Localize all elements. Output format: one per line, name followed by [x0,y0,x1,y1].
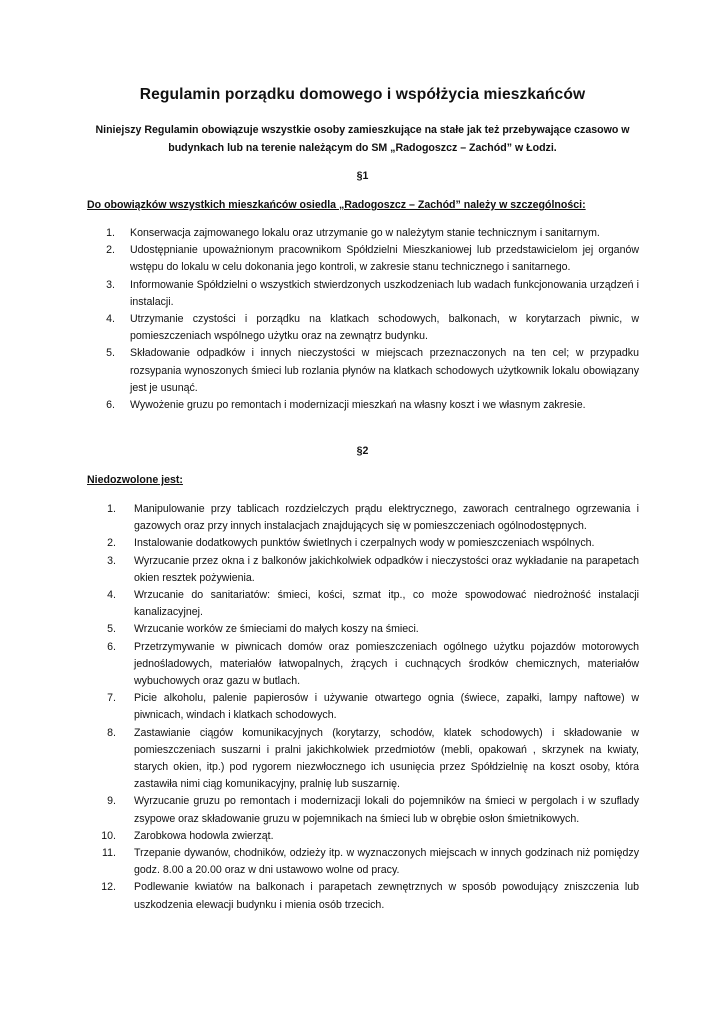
list-item-text: Konserwacja zajmowanego lokalu oraz utrzymanie go w należytym stanie technicznym i sanitarnym. [130,227,600,239]
list-item [107,501,639,535]
list-item-number: 6. [107,640,116,653]
list-item-number: 3. [107,554,116,567]
list-item-text: Zastawianie ciągów komunikacyjnych (korytarzy, schodów, klatek schodowych) i składowanie w pomieszczeniach suszarni i pralni jakichkolwiek przedmiotów (mebli, opakowań , skrzynek na kwiaty, starych okien, itp.) pod rygorem niezwłocznego ich usunięcia przez Spółdzielnię na koszt osoby, która zastawiła nimi ciąg komunikacyjny, pralnię lub suszarnię. [134,726,639,791]
document-intro: Niniejszy Regulamin obowiązuje wszystkie osoby zamieszkujące na stałe jak też przebywające czasowo w budynkach lub na terenie należącym do SM „Radogoszcz – Zachód” w Łodzi. [95,124,630,154]
list-item-text: Wyrzucanie przez okna i z balkonów jakichkolwiek odpadków i nieczystości oraz wykładanie na parapetach okien resztek pożywienia. [134,554,639,584]
list-item-number: 2. [106,244,115,257]
section-2-heading: Niedozwolone jest: [87,474,183,486]
list-item-number: 2. [107,537,116,550]
list-item-number: 7. [107,692,116,705]
list-item-number: 12. [101,881,116,894]
section-1-heading: Do obowiązków wszystkich mieszkańców osiedla „Radogoszcz – Zachód” należy w szczególności: [87,199,586,211]
list-item [106,225,639,242]
list-item [107,690,639,724]
list-item [106,277,639,311]
list-item [107,639,639,691]
list-item-number: 8. [107,726,116,739]
list-item-text: Wrzucanie worków ze śmieciami do małych koszy na śmieci. [134,623,419,636]
list-item-number: 4. [106,313,115,326]
list-item-text: Podlewanie kwiatów na balkonach i parapetach zewnętrznych w sposób powodujący zniszczenia lub uszkodzenia elewacji budynku i mienia osób trzecich. [134,881,639,911]
list-item [107,587,639,621]
list-item-text: Informowanie Spółdzielni o wszystkich stwierdzonych uszkodzeniach lub wadach funkcjonowania urządzeń i instalacji. [130,278,639,308]
list-item-text: Wrzucanie do sanitariatów: śmieci, kości, szmat itp., co może spowodować niedrożność instalacji kanalizacyjnej. [134,589,639,619]
section-2-list [101,501,639,914]
list-item-number: 5. [106,347,115,360]
list-item-number: 4. [107,589,116,602]
list-item [107,621,639,638]
list-item-text: Trzepanie dywanów, chodników, odzieży itp. w wyznaczonych miejscach w innych godzinach niż pomiędzy godz. 8.00 a 20.00 oraz w dni ustawowo wolne od pracy. [134,847,639,877]
list-item [101,828,639,845]
list-item-text: Instalowanie dodatkowych punktów świetlnych i czerpalnych wody w pomieszczeniach wspólnych. [134,537,595,550]
list-item-number: 3. [106,278,115,291]
section-1-list [106,225,639,414]
list-item-number: 11. [102,847,116,860]
list-item-text: Utrzymanie czystości i porządku na klatkach schodowych, balkonach, w korytarzach piwnic, w pomieszczeniach wspólnego użytku oraz na zewnątrz budynku. [130,313,639,343]
list-item-text: Składowanie odpadków i innych nieczystości w miejscach przeznaczonych na ten cel; w przypadku rozsypania wynoszonych śmieci lub rozlania płynów na klatkach schodowych użytkownik lokalu obowiązany jest je usunąć. [130,347,639,394]
list-item-number: 5. [107,623,116,636]
list-item-text: Udostępnianie upoważnionym pracownikom Spółdzielni Mieszkaniowej lub przedstawicielom jej organów wstępu do lokalu w celu dokonania jego kontroli, w zakresie stanu technicznego i sanitarnego. [130,244,639,274]
list-item-number: 6. [106,399,115,412]
list-item [101,879,639,913]
list-item-number: 1. [107,503,116,515]
list-item-text: Wyrzucanie gruzu po remontach i modernizacji lokali do pojemników na śmieci w pergolach i w szuflady zsypowe oraz składowanie gruzu w pojemnikach na śmieci lub w obrębie osłon śmietnikowych. [134,795,639,825]
document-title: Regulamin porządku domowego i współżycia mieszkańców [139,86,586,103]
list-item [106,242,639,276]
list-item-text: Manipulowanie przy tablicach rozdzielczych prądu elektrycznego, zaworach centralnego ogrzewania i gazowych oraz przy innych instalacjach znajdujących się w pomieszczeniach ogólnodostępnych. [134,503,639,533]
list-item [102,845,639,879]
list-item [106,345,639,397]
section-1-mark: §1 [356,170,369,182]
list-item [106,397,639,414]
list-item-number: 1. [106,227,115,239]
list-item-text: Picie alkoholu, palenie papierosów i używanie otwartego ognia (świece, zapałki, lampy naftowe) w piwnicach, windach i klatkach schodowych. [134,692,639,722]
section-2-mark: §2 [356,445,369,457]
list-item [107,793,639,827]
list-item-text: Wywożenie gruzu po remontach i modernizacji mieszkań na własny koszt i we własnym zakresie. [130,399,586,412]
list-item-number: 10. [101,829,116,842]
list-item-number: 9. [107,795,116,808]
list-item [107,725,639,794]
list-item [107,553,639,587]
list-item [107,535,639,552]
list-item-text: Przetrzymywanie w piwnicach domów oraz pomieszczeniach ogólnego użytku pojazdów motorowych jednośladowych, materiałów łatwopalnych, żrących i cuchnących środków chemicznych, materiałów wybuchowych oraz gazu w butlach. [134,640,639,688]
list-item-text: Zarobkowa hodowla zwierząt. [134,829,274,842]
list-item [106,311,639,345]
